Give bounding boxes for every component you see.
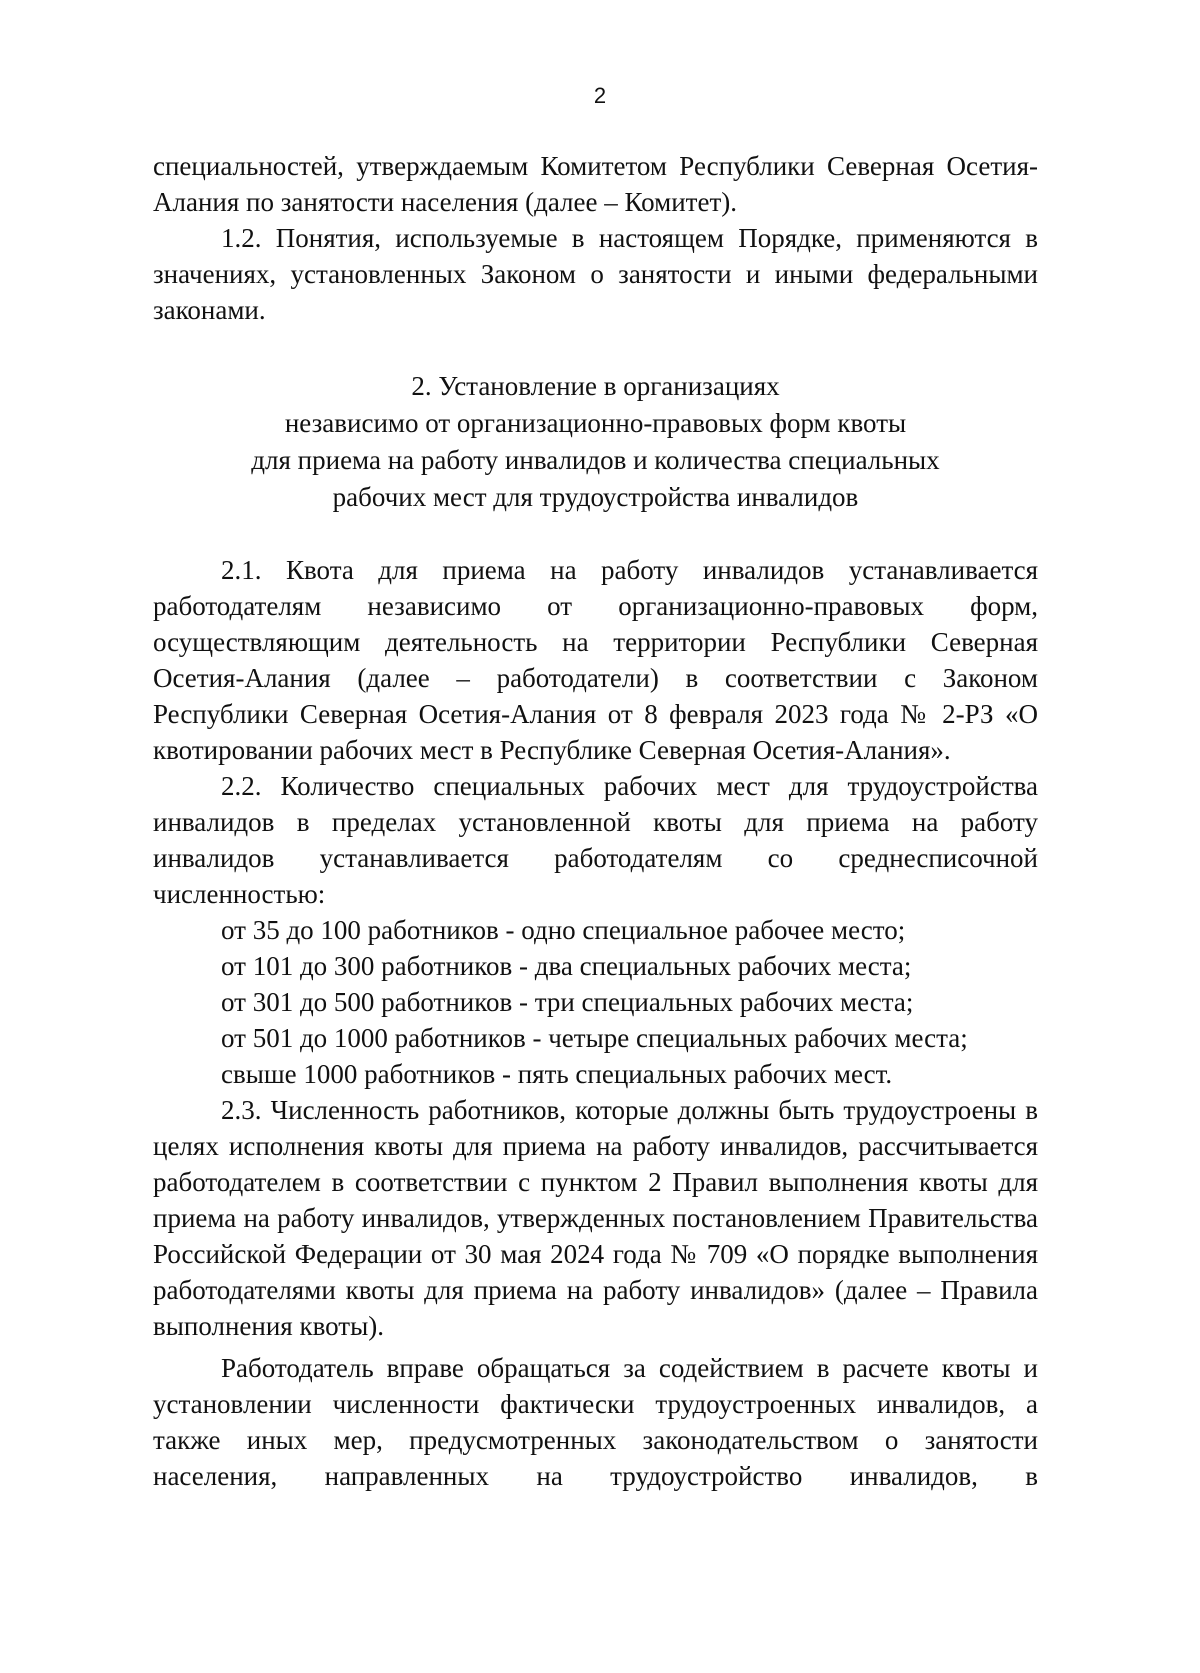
list-item: от 101 до 300 работников - два специальных рабочих места; <box>221 951 912 981</box>
document-body <box>153 148 1038 1494</box>
section-heading-line: для приема на работу инвалидов и количества специальных <box>251 445 940 475</box>
list-item: от 35 до 100 работников - одно специальное рабочее место; <box>221 915 906 945</box>
quota-list <box>153 912 1038 1092</box>
page-number: 2 <box>593 83 607 108</box>
paragraph-2-1: 2.1. Квота для приема на работу инвалидов устанавливается работодателям независимо от организационно-правовых форм, осуществляющим деятельность на территории Республики Северная Осетия-Алания (далее – работодатели) в соответствии с Законом Республики Северная Осетия-Алания от 8 февраля 2023 года № 2-РЗ «О квотировании рабочих мест в Республике Северная Осетия-Алания». <box>153 555 1038 765</box>
section-heading-line: 2. Установление в организациях <box>411 371 780 401</box>
paragraph-1-2: 1.2. Понятия, используемые в настоящем Порядке, применяются в значениях, установленных Законом о занятости и иными федеральными законами. <box>153 223 1038 325</box>
paragraph-2-2: 2.2. Количество специальных рабочих мест для трудоустройства инвалидов в пределах установленной квоты для приема на работу инвалидов устанавливается работодателям со среднесписочной численностью: <box>153 771 1038 909</box>
section-heading-line: независимо от организационно-правовых форм квоты <box>284 408 907 438</box>
paragraph-continuation: специальностей, утверждаемым Комитетом Республики Северная Осетия-Алания по занятости населения (далее – Комитет). <box>153 151 1038 217</box>
section-heading-line: рабочих мест для трудоустройства инвалидов <box>332 482 859 512</box>
list-item: от 501 до 1000 работников - четыре специальных рабочих места; <box>221 1023 968 1053</box>
section-heading <box>153 368 1038 516</box>
list-item: от 301 до 500 работников - три специальных рабочих места; <box>221 987 914 1017</box>
paragraph-2-3: 2.3. Численность работников, которые должны быть трудоустроены в целях исполнения квоты для приема на работу инвалидов, рассчитывается работодателем в соответствии с пунктом 2 Правил выполнения квоты для приема на работу инвалидов, утвержденных постановлением Правительства Российской Федерации от 30 мая 2024 года № 709 «О порядке выполнения работодателями квоты для приема на работу инвалидов» (далее – Правила выполнения квоты). <box>153 1095 1038 1341</box>
list-item: свыше 1000 работников - пять специальных рабочих мест. <box>221 1059 893 1089</box>
paragraph-employer-rights: Работодатель вправе обращаться за содействием в расчете квоты и установлении численности фактически трудоустроенных инвалидов, а также иных мер, предусмотренных законодательством о занятости населения, направленных на трудоустройство инвалидов, в <box>153 1353 1038 1491</box>
